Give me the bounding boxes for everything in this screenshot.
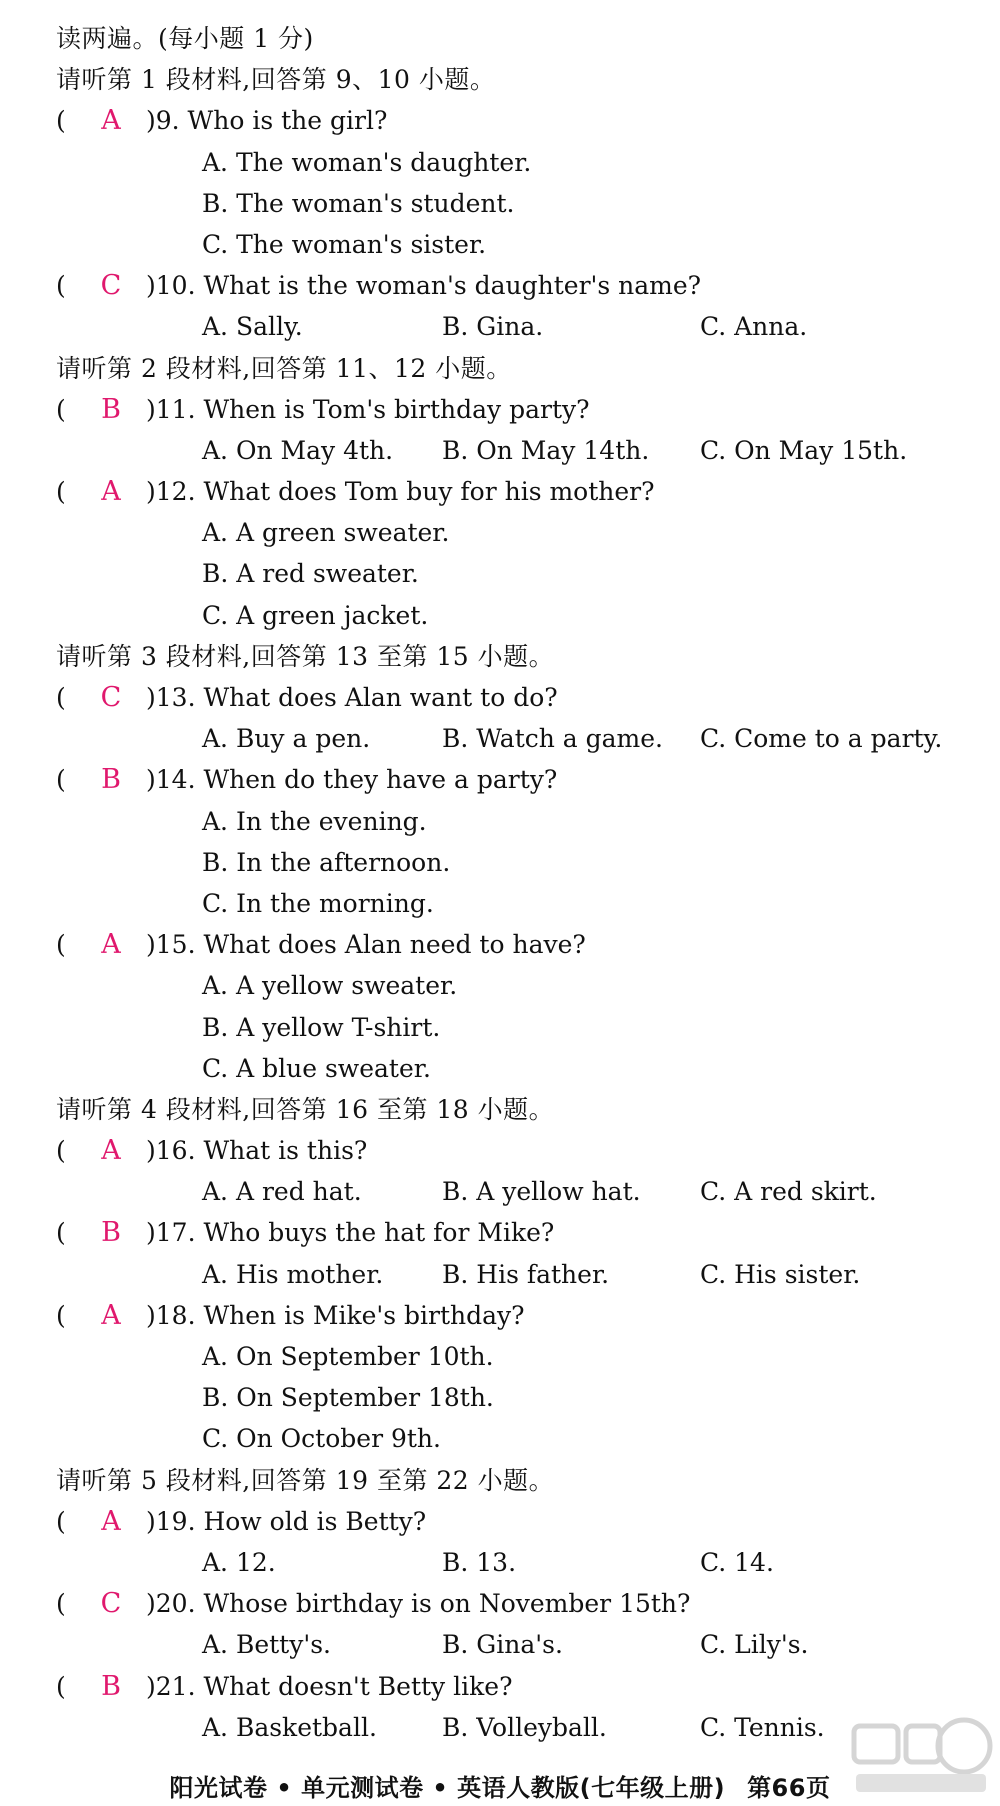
option-text: C. 14. <box>700 1547 774 1577</box>
option-text: B. His father. <box>442 1259 610 1289</box>
option-line: C. In the morning. <box>202 888 434 918</box>
option-text: B. On May 14th. <box>442 435 650 465</box>
option-text: A. 12. <box>202 1547 276 1577</box>
option-line: A. A green sweater. <box>202 518 450 548</box>
open-paren: ( <box>56 1300 66 1330</box>
option-row <box>56 1624 960 1665</box>
option-text: A. A red hat. <box>202 1177 362 1207</box>
option-text: A. Sally. <box>202 312 303 342</box>
answer-mark: A <box>101 476 121 508</box>
question-stem: )15. What does Alan need to have? <box>146 930 586 960</box>
open-paren: ( <box>56 683 66 712</box>
option-row <box>56 306 960 347</box>
intro-line: 读两遍。(每小题 1 分) <box>56 24 314 53</box>
option-row <box>56 1254 960 1295</box>
answer-mark: A <box>101 1505 121 1537</box>
option-line: B. In the afternoon. <box>202 847 451 877</box>
option-text: B. Watch a game. <box>442 724 663 754</box>
option-text: C. Lily's. <box>700 1630 809 1660</box>
option-line: A. On September 10th. <box>202 1342 494 1371</box>
question-stem: )11. When is Tom's birthday party? <box>146 394 590 424</box>
option-text: C. A red skirt. <box>700 1177 877 1207</box>
question-row <box>56 677 960 718</box>
option-line: B. On September 18th. <box>202 1383 494 1413</box>
option-line: C. On October 9th. <box>202 1424 441 1454</box>
option-row <box>56 1542 960 1583</box>
answer-mark: A <box>101 105 121 137</box>
question-row <box>56 389 960 430</box>
page-number: 第66页 <box>747 1774 831 1802</box>
open-paren: ( <box>56 1136 66 1166</box>
open-paren: ( <box>56 1671 66 1701</box>
option-text: A. Buy a pen. <box>202 724 371 754</box>
answer-mark: B <box>101 393 121 425</box>
question-stem: )9. Who is the girl? <box>146 106 388 136</box>
question-list <box>56 59 960 1748</box>
option-text: A. Basketball. <box>202 1712 377 1742</box>
section-heading: 请听第 5 段材料,回答第 19 至第 22 小题。 <box>56 1465 555 1495</box>
open-paren: ( <box>56 1506 66 1536</box>
option-line: B. A red sweater. <box>202 559 419 589</box>
section-heading: 请听第 3 段材料,回答第 13 至第 15 小题。 <box>56 641 555 671</box>
option-text: B. 13. <box>442 1547 517 1577</box>
open-paren: ( <box>56 394 66 424</box>
section-heading: 请听第 2 段材料,回答第 11、12 小题。 <box>56 353 512 383</box>
option-text: C. On May 15th. <box>700 435 908 465</box>
question-row <box>56 1295 960 1336</box>
open-paren: ( <box>56 106 66 136</box>
answer-mark: B <box>101 1217 121 1249</box>
option-text: B. Gina. <box>442 312 544 342</box>
question-stem: )17. Who buys the hat for Mike? <box>146 1218 555 1248</box>
question-row <box>56 1583 960 1624</box>
section-heading: 请听第 1 段材料,回答第 9、10 小题。 <box>56 65 496 95</box>
question-row <box>56 759 960 800</box>
question-row <box>56 100 960 141</box>
answer-mark: C <box>100 1588 122 1620</box>
watermark-logo-icon <box>846 1712 996 1798</box>
option-line: B. The woman's student. <box>202 188 515 218</box>
open-paren: ( <box>56 271 66 301</box>
option-row <box>56 430 960 471</box>
option-text: C. Come to a party. <box>700 724 943 754</box>
question-stem: )14. When do they have a party? <box>146 765 558 795</box>
option-line: C. The woman's sister. <box>202 229 487 259</box>
option-text: A. His mother. <box>202 1259 384 1289</box>
option-row <box>56 1707 960 1748</box>
option-line: B. A yellow T-shirt. <box>202 1012 441 1042</box>
answer-mark: C <box>100 682 122 713</box>
option-line: C. A green jacket. <box>202 600 429 630</box>
answer-mark: A <box>101 929 121 961</box>
option-row <box>56 1171 960 1212</box>
option-text: C. His sister. <box>700 1259 861 1289</box>
option-text: B. Gina's. <box>442 1630 563 1660</box>
question-stem: )13. What does Alan want to do? <box>146 683 558 712</box>
open-paren: ( <box>56 930 66 960</box>
question-stem: )21. What doesn't Betty like? <box>146 1671 513 1701</box>
option-line: A. In the evening. <box>202 806 427 836</box>
question-row <box>56 924 960 965</box>
question-row <box>56 1501 960 1542</box>
question-stem: )19. How old is Betty? <box>146 1506 427 1536</box>
section-heading: 请听第 4 段材料,回答第 16 至第 18 小题。 <box>56 1094 555 1124</box>
option-text: A. On May 4th. <box>202 435 394 465</box>
option-line: A. A yellow sweater. <box>202 971 458 1001</box>
question-row <box>56 471 960 512</box>
open-paren: ( <box>56 477 66 507</box>
question-stem: )10. What is the woman's daughter's name? <box>146 271 702 301</box>
option-line: C. A blue sweater. <box>202 1053 431 1083</box>
answer-mark: A <box>101 1135 121 1167</box>
option-text: C. Tennis. <box>700 1712 825 1742</box>
answer-mark: B <box>101 1670 121 1702</box>
question-row <box>56 265 960 306</box>
question-stem: )16. What is this? <box>146 1136 368 1166</box>
question-row <box>56 1212 960 1253</box>
question-row <box>56 1130 960 1171</box>
option-row <box>56 718 960 759</box>
option-text: A. Betty's. <box>202 1630 331 1660</box>
answer-mark: A <box>101 1299 121 1331</box>
question-row <box>56 1666 960 1707</box>
option-line: A. The woman's daughter. <box>202 147 532 177</box>
question-stem: )20. Whose birthday is on November 15th? <box>146 1589 691 1619</box>
option-text: C. Anna. <box>700 312 808 342</box>
open-paren: ( <box>56 1589 66 1619</box>
answer-mark: B <box>101 764 121 796</box>
option-text: B. A yellow hat. <box>442 1177 641 1207</box>
question-stem: )18. When is Mike's birthday? <box>146 1300 525 1330</box>
open-paren: ( <box>56 1218 66 1248</box>
open-paren: ( <box>56 765 66 795</box>
option-text: B. Volleyball. <box>442 1712 607 1742</box>
footer-title: 阳光试卷 • 单元测试卷 • 英语人教版(七年级上册) <box>169 1774 726 1802</box>
question-stem: )12. What does Tom buy for his mother? <box>146 477 655 507</box>
answer-mark: C <box>100 270 122 302</box>
